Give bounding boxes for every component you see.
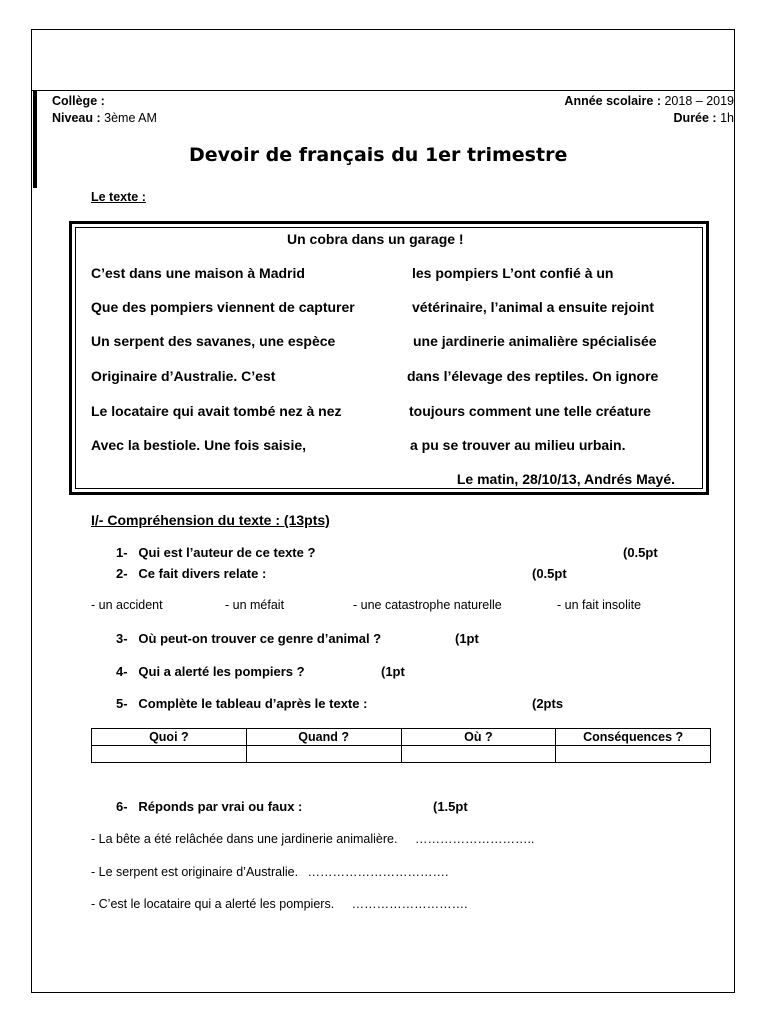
table-header-cell: Conséquences ?	[556, 729, 711, 746]
question-number: 3-	[116, 631, 128, 646]
passage-right-line: vétérinaire, l’animal a ensuite rejoint	[412, 299, 654, 315]
question-3-points: (1pt	[455, 631, 479, 646]
option-item: - un accident	[91, 598, 163, 612]
question-number: 2-	[116, 566, 128, 581]
passage-right-line: dans l’élevage des reptiles. On ignore	[407, 368, 659, 384]
question-number: 1-	[116, 545, 128, 560]
question-1	[116, 545, 315, 560]
question-number: 5-	[116, 696, 128, 711]
header-side-bar	[33, 91, 37, 188]
passage-source: Le matin, 28/10/13, Andrés Mayé.	[456, 471, 675, 487]
table-header-cell: Où ?	[401, 729, 556, 746]
passage-right-line: toujours comment une telle créature	[409, 403, 651, 419]
niveau-line	[52, 111, 157, 125]
answer-dots: ………………………..	[414, 832, 535, 846]
question-2	[116, 566, 266, 581]
table-header-row	[92, 729, 711, 746]
answer-table	[91, 728, 711, 763]
table-cell	[556, 746, 711, 763]
passage-left-line: Un serpent des savanes, une espèce	[91, 333, 336, 349]
table-cell	[92, 746, 247, 763]
table-header-cell: Quand ?	[246, 729, 401, 746]
passage-left-line: Originaire d’Australie. C’est	[91, 368, 276, 384]
annee-value: 2018 – 2019	[664, 94, 734, 108]
question-text: Complète le tableau d’après le texte :	[138, 696, 368, 711]
duree-value: 1h	[720, 111, 734, 125]
table-cell	[246, 746, 401, 763]
passage-left-line: Avec la bestiole. Une fois saisie,	[91, 437, 307, 453]
statement-line	[91, 865, 449, 879]
duree-label: Durée :	[673, 111, 717, 125]
table-cell	[401, 746, 556, 763]
statement-text: - Le serpent est originaire d’Australie.	[91, 865, 299, 879]
question-text: Qui est l’auteur de ce texte ?	[138, 545, 316, 560]
question-text: Ce fait divers relate :	[138, 566, 267, 581]
passage-left-line: Le locataire qui avait tombé nez à nez	[91, 403, 342, 419]
question-text: Où peut-on trouver ce genre d’animal ?	[138, 631, 382, 646]
passage-right-line: a pu se trouver au milieu urbain.	[410, 437, 626, 453]
college-label: Collège :	[52, 94, 105, 108]
statement-line	[91, 897, 468, 911]
duree-line	[674, 111, 734, 125]
option-item: - une catastrophe naturelle	[353, 598, 502, 612]
table-row	[92, 746, 711, 763]
question-text: Réponds par vrai ou faux :	[138, 799, 303, 814]
annee-line	[564, 94, 734, 108]
passage-left-line: Que des pompiers viennent de capturer	[91, 299, 355, 315]
page-border	[31, 29, 735, 993]
answer-dots: …………………………….	[307, 865, 449, 879]
statement-text: - La bête a été relâchée dans une jardinerie animalière.	[91, 832, 398, 846]
question-6-points: (1.5pt	[433, 799, 468, 814]
section-heading: I/- Compréhension du texte : (13pts)	[91, 512, 330, 528]
question-3	[116, 631, 381, 646]
passage-right-line: une jardinerie animalière spécialisée	[413, 333, 657, 349]
question-5-points: (2pts	[532, 696, 564, 711]
passage-left-line: C’est dans une maison à Madrid	[91, 265, 305, 281]
passage-heading: Un cobra dans un garage !	[287, 231, 464, 247]
texte-label: Le texte :	[91, 190, 146, 204]
question-4	[116, 664, 305, 679]
question-5	[116, 696, 367, 711]
page-title: Devoir de français du 1er trimestre	[189, 144, 568, 166]
question-1-points: (0.5pt	[623, 545, 658, 560]
answer-dots: ……………………….	[351, 897, 468, 911]
question-2-points: (0.5pt	[532, 566, 567, 581]
table-header-cell: Quoi ?	[92, 729, 247, 746]
statement-line	[91, 832, 534, 846]
niveau-value: 3ème AM	[104, 111, 157, 125]
question-4-points: (1pt	[381, 664, 405, 679]
question-6	[116, 799, 302, 814]
option-item: - un fait insolite	[557, 598, 642, 612]
passage-right-line: les pompiers L’ont confié à un	[412, 265, 614, 281]
header-divider	[31, 90, 735, 91]
statement-text: - C’est le locataire qui a alerté les pompiers.	[91, 897, 335, 911]
option-item: - un méfait	[225, 598, 285, 612]
question-number: 4-	[116, 664, 128, 679]
passage-box	[69, 221, 709, 495]
annee-label: Année scolaire :	[564, 94, 661, 108]
question-number: 6-	[116, 799, 128, 814]
niveau-label: Niveau :	[52, 111, 101, 125]
question-text: Qui a alerté les pompiers ?	[138, 664, 305, 679]
